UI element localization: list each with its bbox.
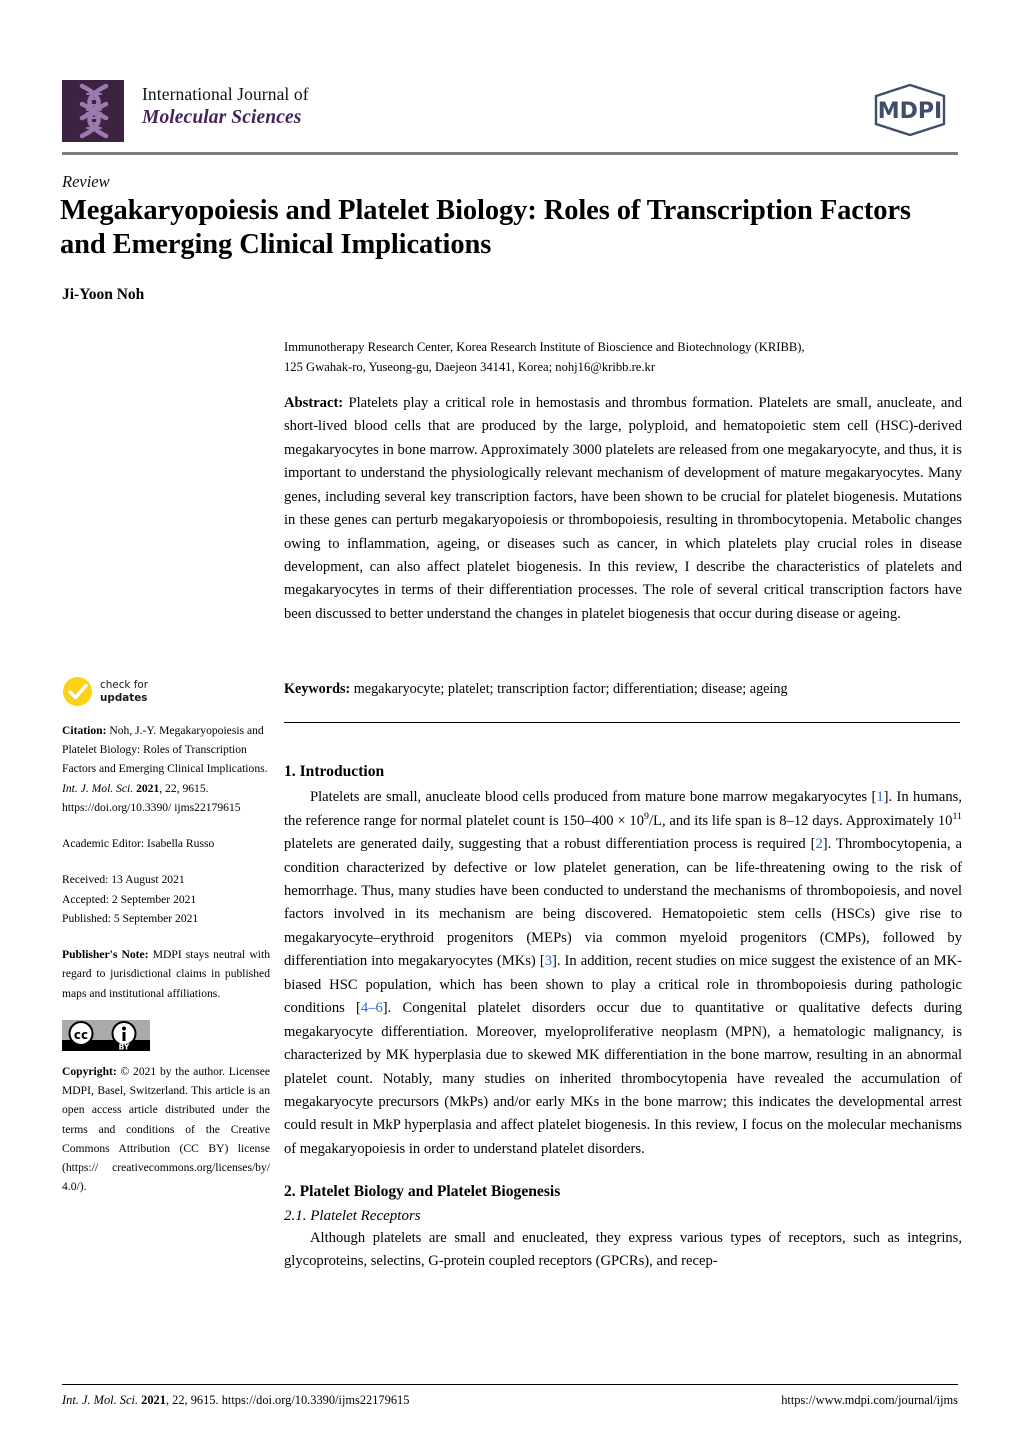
journal-name-line2: Molecular Sciences xyxy=(142,107,302,129)
citation-block xyxy=(62,721,270,817)
journal-logo-block xyxy=(62,80,309,142)
journal-title-block xyxy=(142,80,309,130)
footer-journal-abbrev: Int. J. Mol. Sci. xyxy=(62,1393,139,1407)
affiliation xyxy=(284,337,960,378)
creative-commons-icon xyxy=(62,1020,150,1051)
received-date: Received: 13 August 2021 xyxy=(62,873,185,887)
copyright-text: © 2021 by the author. Licensee MDPI, Basel, Switzerland. This article is an open access article distributed under the terms and conditions of the Creative Commons Attribution (CC BY) license (https:// creativecommons.org/licenses/by/ 4.0/). xyxy=(62,1064,270,1194)
publishers-note-label: Publisher's Note: xyxy=(62,948,149,962)
citation-doi[interactable]: 9615. https://doi.org/10.3390/ ijms22179615 xyxy=(62,781,241,814)
section-heading-introduction: 1. Introduction xyxy=(284,763,385,780)
svg-text:BY: BY xyxy=(118,1042,130,1051)
p1-part-c: /L, and its life span is 8–12 days. Approximately 10 xyxy=(648,812,953,829)
keywords xyxy=(284,678,962,700)
footer-journal-url[interactable]: https://www.mdpi.com/journal/ijms xyxy=(781,1393,958,1407)
abstract xyxy=(284,392,962,626)
paragraph-introduction xyxy=(284,786,962,1161)
p1-superscript-9: 9 xyxy=(644,810,649,822)
affiliation-line-2: 125 Gwahak-ro, Yuseong-gu, Daejeon 34141, Korea; nohj16@kribb.re.kr xyxy=(284,360,656,375)
subsection-heading-platelet-receptors: 2.1. Platelet Receptors xyxy=(284,1207,421,1224)
citation-year: 2021 xyxy=(136,781,160,795)
p1-part-e: ]. Thrombocytopenia, a condition characterized by defective or low platelet generation, can be life-threatening owing to the risk of hemorrhage. Thus, many studies have been conducted to understand the mechanisms of thrombopoiesis, and novel factors involved in its mechanism are being discovered. Hematopoietic stem cells (HSCs) give rise to megakaryocyte–erythroid progenitors (MEPs) via common myeloid progenitors (CMPs), followed by differentiation into megakaryocytes (MKs) [ xyxy=(284,836,962,970)
academic-editor: Academic Editor: Isabella Russo xyxy=(62,837,215,851)
page-title: Megakaryopoiesis and Platelet Biology: Roles of Transcription Factors and Emerging Clinical Implications xyxy=(60,195,911,260)
copyright-label: Copyright: xyxy=(62,1064,117,1078)
header-divider xyxy=(62,152,958,155)
check-for-updates-badge[interactable] xyxy=(62,676,270,707)
main-content xyxy=(284,762,962,1274)
accepted-date: Accepted: 2 September 2021 xyxy=(62,892,197,906)
p1-part-a: Platelets are small, anucleate blood cells produced from mature bone marrow megakaryocytes [ xyxy=(310,789,877,806)
footer-rest[interactable]: , 22, 9615. https://doi.org/10.3390/ijms22179615 xyxy=(165,1393,410,1407)
p1-superscript-11: 11 xyxy=(952,810,962,822)
keywords-text: megakaryocyte; platelet; transcription factor; differentiation; disease; ageing xyxy=(353,681,788,697)
citation-label: Citation: xyxy=(62,724,107,737)
published-date: Published: 5 September 2021 xyxy=(62,911,199,925)
abstract-label: Abstract: xyxy=(284,395,344,411)
check-circle-icon xyxy=(62,676,93,707)
citation-ref-6[interactable]: 6 xyxy=(375,1000,383,1017)
author-name: Ji-Yoon Noh xyxy=(62,286,145,303)
p1-part-b: ]. In humans, the reference range for normal platelet count is 150–400 × 10 xyxy=(284,789,963,829)
p1-part-d: platelets are generated daily, suggesting that a robust differentiation process is required [ xyxy=(284,836,816,853)
paragraph-platelet-receptors: Although platelets are small and enucleated, they express various types of receptors, such as integrins, glycoproteins, selectins, G-protein coupled receptors (GPCRs), and recep- xyxy=(284,1230,962,1270)
svg-text:cc: cc xyxy=(73,1027,89,1042)
section-gap xyxy=(284,1161,962,1182)
footer-citation xyxy=(62,1393,409,1408)
dna-helix-icon xyxy=(62,80,124,142)
citation-text: Noh, J.-Y. Megakaryopoiesis and Platelet Biology: Roles of Transcription Factors and Emerging Clinical Implications. xyxy=(62,724,268,776)
keywords-label: Keywords: xyxy=(284,681,351,697)
p1-part-f: ]. In addition, recent studies on mice suggest the existence of an MK-biased HSC population, which has been shown to play a critical role in thrombopoiesis during pathologic conditions [ xyxy=(284,953,962,1017)
p1-part-g: ]. Congenital platelet disorders occur due to quantitative or qualitative defects during megakaryocyte differentiation. Moreover, myeloproliferative neoplasm (MPN), a hematologic malignancy, is characterized by MK hyperplasia due to skewed MK differentiation in the bone marrow, resulting in an abnormal platelet count. Notably, many studies on inherited thrombocytopenia have revealed the accumulation of megakaryocyte precursors (MkPs) and/or early MKs in the bone marrow; this indicates the developmental arrest could result in MkP hyperplasia and affect platelet biogenesis. In this review, I focus on the molecular mechanisms of megakaryopoiesis in order to understand platelet disorders. xyxy=(284,1000,962,1157)
dates-block xyxy=(62,870,270,928)
footer-year: 2021 xyxy=(141,1393,166,1407)
article-type: Review xyxy=(62,172,110,191)
citation-ref-3[interactable]: 3 xyxy=(544,953,552,970)
affiliation-line-1: Immunotherapy Research Center, Korea Research Institute of Bioscience and Biotechnology (KRIBB), xyxy=(284,340,805,354)
svg-text:MDPI: MDPI xyxy=(877,99,943,124)
citation-ref-4[interactable]: 4 xyxy=(360,1000,369,1017)
citation-ref-2[interactable]: 2 xyxy=(815,836,823,853)
citation-ref-1[interactable]: 1 xyxy=(876,789,884,806)
check-for-updates-line2: updates xyxy=(100,691,148,704)
citation-journal: Int. J. Mol. Sci. xyxy=(62,781,134,795)
journal-name-line1: International Journal of xyxy=(142,84,309,104)
footer-divider xyxy=(62,1384,958,1385)
check-for-updates-line1: check for xyxy=(100,678,149,691)
copyright-block xyxy=(62,1062,270,1197)
page-footer xyxy=(62,1393,958,1408)
journal-header xyxy=(62,80,958,152)
sidebar xyxy=(62,676,270,1213)
check-for-updates-text xyxy=(100,679,148,704)
keywords-divider xyxy=(284,722,960,723)
publishers-note xyxy=(62,945,270,1003)
abstract-text: Platelets play a critical role in hemostasis and thrombus formation. Platelets are small, anucleate, and short-lived blood cells that are produced by the large, polyploid, and hematopoietic stem cell (HSC)-derived megakaryocytes in bone marrow. Approximately 3000 platelets are released from one megakaryocyte, and thus, it is important to understand the physiologically relevant mechanism of development of mature megakaryocytes. Many genes, including several key transcription factors, have been shown to be crucial for platelet biogenesis. Mutations in these genes can perturb megakaryopoiesis or thrombopoiesis, resulting in thrombocytopenia. Metabolic changes owing to inflammation, ageing, or diseases such as cancer, in which platelets play crucial roles in disease development, can also affect platelet biogenesis. In this review, I describe the characteristics of platelets and megakaryocytes in terms of their differentiation processes. The role of several critical transcription factors have been discussed to better understand the changes in platelet biogenesis that occur during disease or ageing. xyxy=(284,395,962,622)
citation-volume: , 22, xyxy=(159,781,180,795)
citation-ref-dash: – xyxy=(368,1000,376,1017)
publishers-note-text: MDPI stays neutral with regard to jurisdictional claims in published maps and institutional affiliations. xyxy=(62,948,270,1000)
section-heading-platelet-biology: 2. Platelet Biology and Platelet Biogenesis xyxy=(284,1183,561,1201)
mdpi-logo-icon xyxy=(862,82,958,138)
